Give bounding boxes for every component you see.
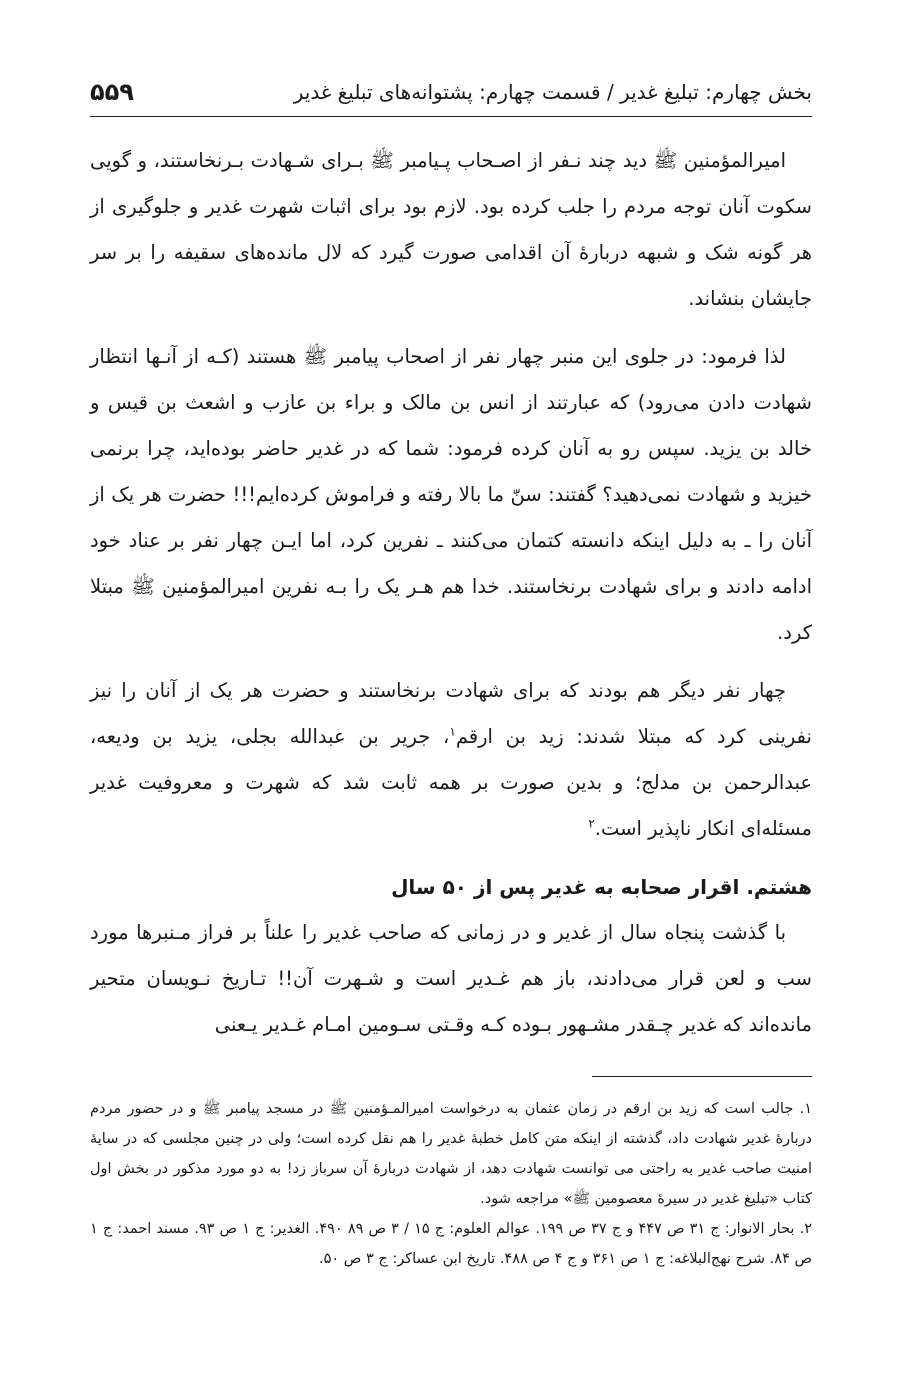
- paragraph-4: با گذشت پنجاه سال از غدیر و در زمانی که صاحب غدیر را علناً بر فراز مـنبرها مورد سب و لعن قرار می‌دادند، باز هم غـدیر است و شـهرت آن!! تـاریخ نـویسان متحیر مانده‌اند که غدیر چـقدر مشـهور بـوده کـه وقـتی سـومین امـام غـدیر یـعنی: [90, 921, 812, 1036]
- paragraph-3-text-a: چهار نفر دیگر هم بودند که برای شهادت برنخاستند و حضرت هر یک از آنان را نیز نفرینی کرد که مبتلا شدند: زید بن ارقم: [90, 679, 812, 748]
- footnote-ref-2[interactable]: ۲: [588, 816, 595, 831]
- paragraph-1: امیرالمؤمنین ﷺ دید چند نـفر از اصـحاب پـیامبر ﷺ بـرای شـهادت بـرنخاستند، و گویی سکوت آنان توجه مردم را جلب کرده بود. لازم بود برای اثبات شهرت غدیر و جلوگیری از هر گونه شک و شبهه دربارهٔ آن اقدامی صورت گیرد که لال مانده‌های سقیفه را بر سر جایشان بنشاند.: [90, 149, 812, 310]
- header-title: بخش چهارم: تبلیغ غدیر / قسمت چهارم: پشتوانه‌های تبلیغ غدیر: [293, 80, 812, 104]
- book-page: [90, 0, 812, 1390]
- header-rule: [90, 116, 812, 117]
- footnote-rule: [592, 1076, 812, 1077]
- paragraph-3-text-b: ، جریر بن عبدالله بجلی، یزید بن ودیعه، عبدالرحمن بن مدلج؛ و بدین صورت بر همه ثابت شد که شهرت و معروفیت غدیر مسئله‌ای انکار ناپذیر است.: [90, 725, 812, 840]
- page-number: ۵۵۹: [90, 78, 134, 106]
- running-header: [90, 68, 812, 116]
- footnote-2: ۲. بحار الانوار: ج ۳۱ ص ۴۴۷ و ج ۳۷ ص ۱۹۹. عوالم العلوم: ج ۱۵ / ۳ ص ۸۹ ۴۹۰. الغدیر: ج ۱ ص ۹۳. مسند احمد: ج ۱ ص ۸۴. شرح نهج‌البلاغه: ج ۱ ص ۳۶۱ و ج ۴ ص ۴۸۸. تاریخ ابن عساکر: ج ۳ ص ۵۰.: [90, 1221, 813, 1267]
- paragraph-3: [90, 668, 812, 852]
- footnotes: [90, 1094, 812, 1274]
- footnote-1: ۱. جالب است که زید بن ارقم در زمان عثمان به درخواست امیرالمـؤمنین ﷺ در مسجد پیامبر ﷺ و در حضور مردم دربارهٔ غدیر شهادت داد، گذشته از اینکه متن کامل خطبهٔ غدیر را هم نقل کرده است؛ ولی در چنین مجلسی که در سایهٔ امنیت صاحب غدیر به راحتی می توانست شهادت دهد، از شهادت دربارهٔ آن سرباز زد! به دو مورد مذکور در بخش اول کتاب «تبلیغ غدیر در سیرهٔ معصومین ﷺ» مراجعه شود.: [90, 1101, 812, 1207]
- section-heading: هشتم. اقرار صحابه به غدیر پس از ۵۰ سال: [391, 875, 812, 899]
- footnote-ref-1[interactable]: ۱: [449, 724, 456, 739]
- paragraph-2: لذا فرمود: در جلوی این منبر چهار نفر از اصحاب پیامبر ﷺ هستند (کـه از آنـها انتظار شهادت دادن می‌رود) که عبارتند از انس بن مالک و براء بن عازب و اشعث بن قیس و خالد بن یزید. سپس رو به آنان کرده فرمود: شما که در غدیر حاضر بوده‌اید، چرا برنمی خیزید و شهادت نمی‌دهید؟ گفتند: سنّ ما بالا رفته و فراموش کرده‌ایم!!! حضرت هر یک از آنان را ـ به دلیل اینکه دانسته کتمان می‌کنند ـ نفرین کرد، اما ایـن چهار نفر بر عناد خود ادامه دادند و برای شهادت برنخاستند. خدا هم هـر یک را بـه نفرین امیرالمؤمنین ﷺ مبتلا کرد.: [90, 345, 812, 644]
- body-text: [90, 138, 812, 1048]
